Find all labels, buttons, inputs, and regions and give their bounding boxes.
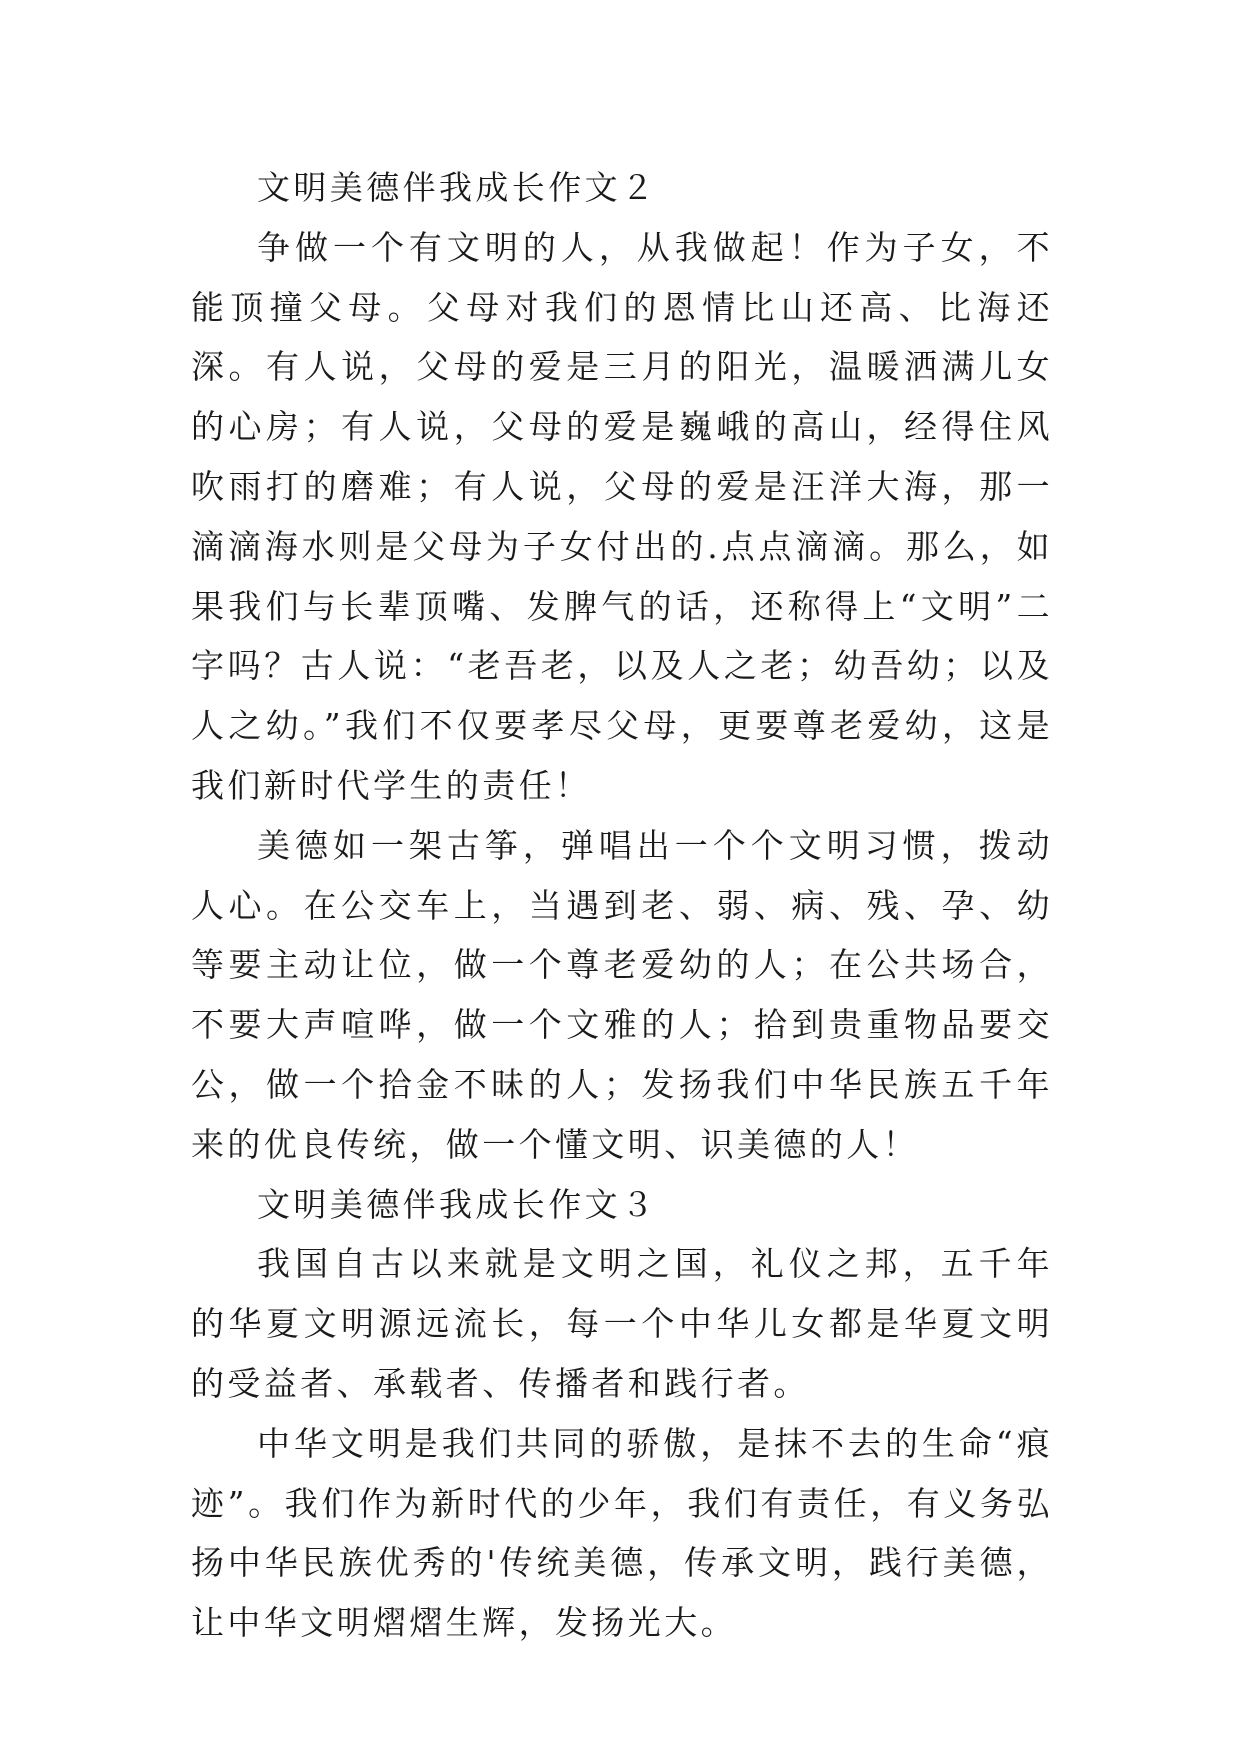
- section-heading-3: 文明美德伴我成长作文３: [257, 1184, 658, 1224]
- paragraph: 中华文明是我们共同的骄傲，是抹不去的生命“痕迹”。我们作为新时代的少年，我们有责任，有义务弘扬中华民族优秀的'传统美德，传承文明，践行美德，让中华文明熠熠生辉，发扬光大。: [191, 1423, 1053, 1643]
- paragraph: 争做一个有文明的人，从我做起！作为子女，不能顶撞父母。父母对我们的恩情比山还高、比海还深。有人说，父母的爱是三月的阳光，温暖洒满儿女的心房；有人说，父母的爱是巍峨的高山，经得住风吹雨打的磨难；有人说，父母的爱是汪洋大海，那一滴滴海水则是父母为子女付出的.点点滴滴。那么，如果我们与长辈顶嘴、发脾气的话，还称得上“文明”二字吗？古人说：“老吾老，以及人之老；幼吾幼；以及人之幼。”我们不仅要孝尽父母，更要尊老爱幼，这是我们新时代学生的责任！: [191, 227, 1053, 805]
- paragraph: 我国自古以来就是文明之国，礼仪之邦，五千年的华夏文明源远流长，每一个中华儿女都是华夏文明的受益者、承载者、传播者和践行者。: [191, 1244, 1053, 1403]
- section-heading-2: 文明美德伴我成长作文２: [257, 168, 658, 207]
- paragraph: 美德如一架古筝，弹唱出一个个文明习惯，拨动人心。在公交车上，当遇到老、弱、病、残、孕、幼等要主动让位，做一个尊老爱幼的人；在公共场合，不要大声喧哗，做一个文雅的人；拾到贵重物品要交公，做一个拾金不昧的人；发扬我们中华民族五千年来的优良传统，做一个懂文明、识美德的人！: [191, 825, 1053, 1164]
- document-body: [191, 158, 1053, 1653]
